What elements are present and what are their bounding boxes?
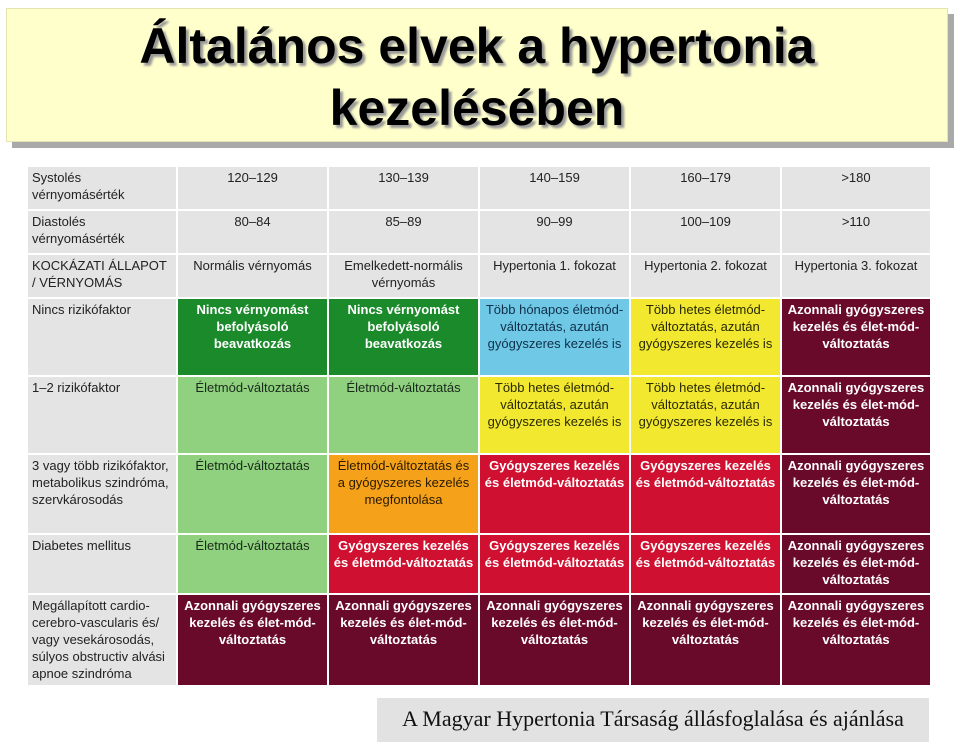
recommendation-cell: Azonnali gyógyszeres kezelés és élet-mód-változtatás: [630, 594, 781, 686]
recommendation-cell: Nincs vérnyomást befolyásoló beavatkozás: [177, 298, 328, 376]
row-label: 3 vagy több rizikófaktor, metabolikus szindróma, szervkárosodás: [27, 454, 177, 534]
source-caption: [377, 698, 929, 742]
recommendation-table-wrap: [26, 165, 930, 685]
recommendation-cell: Életmód-változtatás: [177, 376, 328, 454]
recommendation-cell: Gyógyszeres kezelés és életmód-változtatás: [479, 534, 630, 594]
header-cell: >180: [781, 166, 931, 210]
header-row-state: [27, 254, 931, 298]
row-label: Diastolés vérnyomásérték: [27, 210, 177, 254]
row-label: Megállapított cardio-cerebro-vascularis és/ vagy vesekárosodás, súlyos obstructiv alvási apnoe szindróma: [27, 594, 177, 686]
header-cell: Hypertonia 1. fokozat: [479, 254, 630, 298]
header-cell: 120–129: [177, 166, 328, 210]
header-cell: >110: [781, 210, 931, 254]
recommendation-cell: Több hónapos életmód-változtatás, azután gyógyszeres kezelés is: [479, 298, 630, 376]
page-title: [7, 15, 947, 139]
recommendation-cell: Gyógyszeres kezelés és életmód-változtatás: [630, 454, 781, 534]
row-label: Diabetes mellitus: [27, 534, 177, 594]
recommendation-cell: Nincs vérnyomást befolyásoló beavatkozás: [328, 298, 479, 376]
row-label: KOCKÁZATI ÁLLAPOT / VÉRNYOMÁS: [27, 254, 177, 298]
header-cell: 160–179: [630, 166, 781, 210]
recommendation-cell: Gyógyszeres kezelés és életmód-változtatás: [328, 534, 479, 594]
recommendation-cell: Életmód-változtatás: [177, 454, 328, 534]
row-label: Nincs rizikófaktor: [27, 298, 177, 376]
table-row: [27, 534, 931, 594]
recommendation-cell: Életmód-változtatás: [177, 534, 328, 594]
recommendation-cell: Azonnali gyógyszeres kezelés és élet-mód-változtatás: [781, 454, 931, 534]
recommendation-cell: Azonnali gyógyszeres kezelés és élet-mód-változtatás: [781, 534, 931, 594]
row-label: 1–2 rizikófaktor: [27, 376, 177, 454]
recommendation-cell: Azonnali gyógyszeres kezelés és élet-mód-változtatás: [328, 594, 479, 686]
title-line-2: kezelésében: [329, 80, 625, 136]
title-banner: [6, 8, 948, 142]
header-cell: 80–84: [177, 210, 328, 254]
header-cell: Hypertonia 3. fokozat: [781, 254, 931, 298]
recommendation-cell: Több hetes életmód-változtatás, azután gyógyszeres kezelés is: [630, 376, 781, 454]
recommendation-cell: Azonnali gyógyszeres kezelés és élet-mód-változtatás: [781, 594, 931, 686]
table-row: [27, 454, 931, 534]
recommendation-cell: Gyógyszeres kezelés és életmód-változtatás: [630, 534, 781, 594]
header-cell: 130–139: [328, 166, 479, 210]
recommendation-cell: Életmód-változtatás: [328, 376, 479, 454]
recommendation-cell: Gyógyszeres kezelés és életmód-változtatás: [479, 454, 630, 534]
recommendation-cell: Életmód-változtatás és a gyógyszeres kezelés megfontolása: [328, 454, 479, 534]
header-cell: 90–99: [479, 210, 630, 254]
header-row-systolic: [27, 166, 931, 210]
header-cell: Normális vérnyomás: [177, 254, 328, 298]
recommendation-cell: Azonnali gyógyszeres kezelés és élet-mód-változtatás: [479, 594, 630, 686]
header-cell: 85–89: [328, 210, 479, 254]
row-label: Systolés vérnyomásérték: [27, 166, 177, 210]
recommendation-cell: Több hetes életmód-változtatás, azután gyógyszeres kezelés is: [630, 298, 781, 376]
header-cell: Emelkedett-normális vérnyomás: [328, 254, 479, 298]
recommendation-table: [26, 165, 932, 687]
title-line-1: Általános elvek a hypertonia: [139, 18, 815, 74]
recommendation-cell: Több hetes életmód-változtatás, azután gyógyszeres kezelés is: [479, 376, 630, 454]
table-row: [27, 298, 931, 376]
table-row: [27, 594, 931, 686]
source-caption-text: A Magyar Hypertonia Társaság állásfoglalása és ajánlása: [402, 706, 904, 731]
recommendation-cell: Azonnali gyógyszeres kezelés és élet-mód-változtatás: [781, 298, 931, 376]
recommendation-cell: Azonnali gyógyszeres kezelés és élet-mód-változtatás: [177, 594, 328, 686]
header-cell: 140–159: [479, 166, 630, 210]
table-row: [27, 376, 931, 454]
recommendation-cell: Azonnali gyógyszeres kezelés és élet-mód-változtatás: [781, 376, 931, 454]
header-cell: 100–109: [630, 210, 781, 254]
header-row-diastolic: [27, 210, 931, 254]
header-cell: Hypertonia 2. fokozat: [630, 254, 781, 298]
